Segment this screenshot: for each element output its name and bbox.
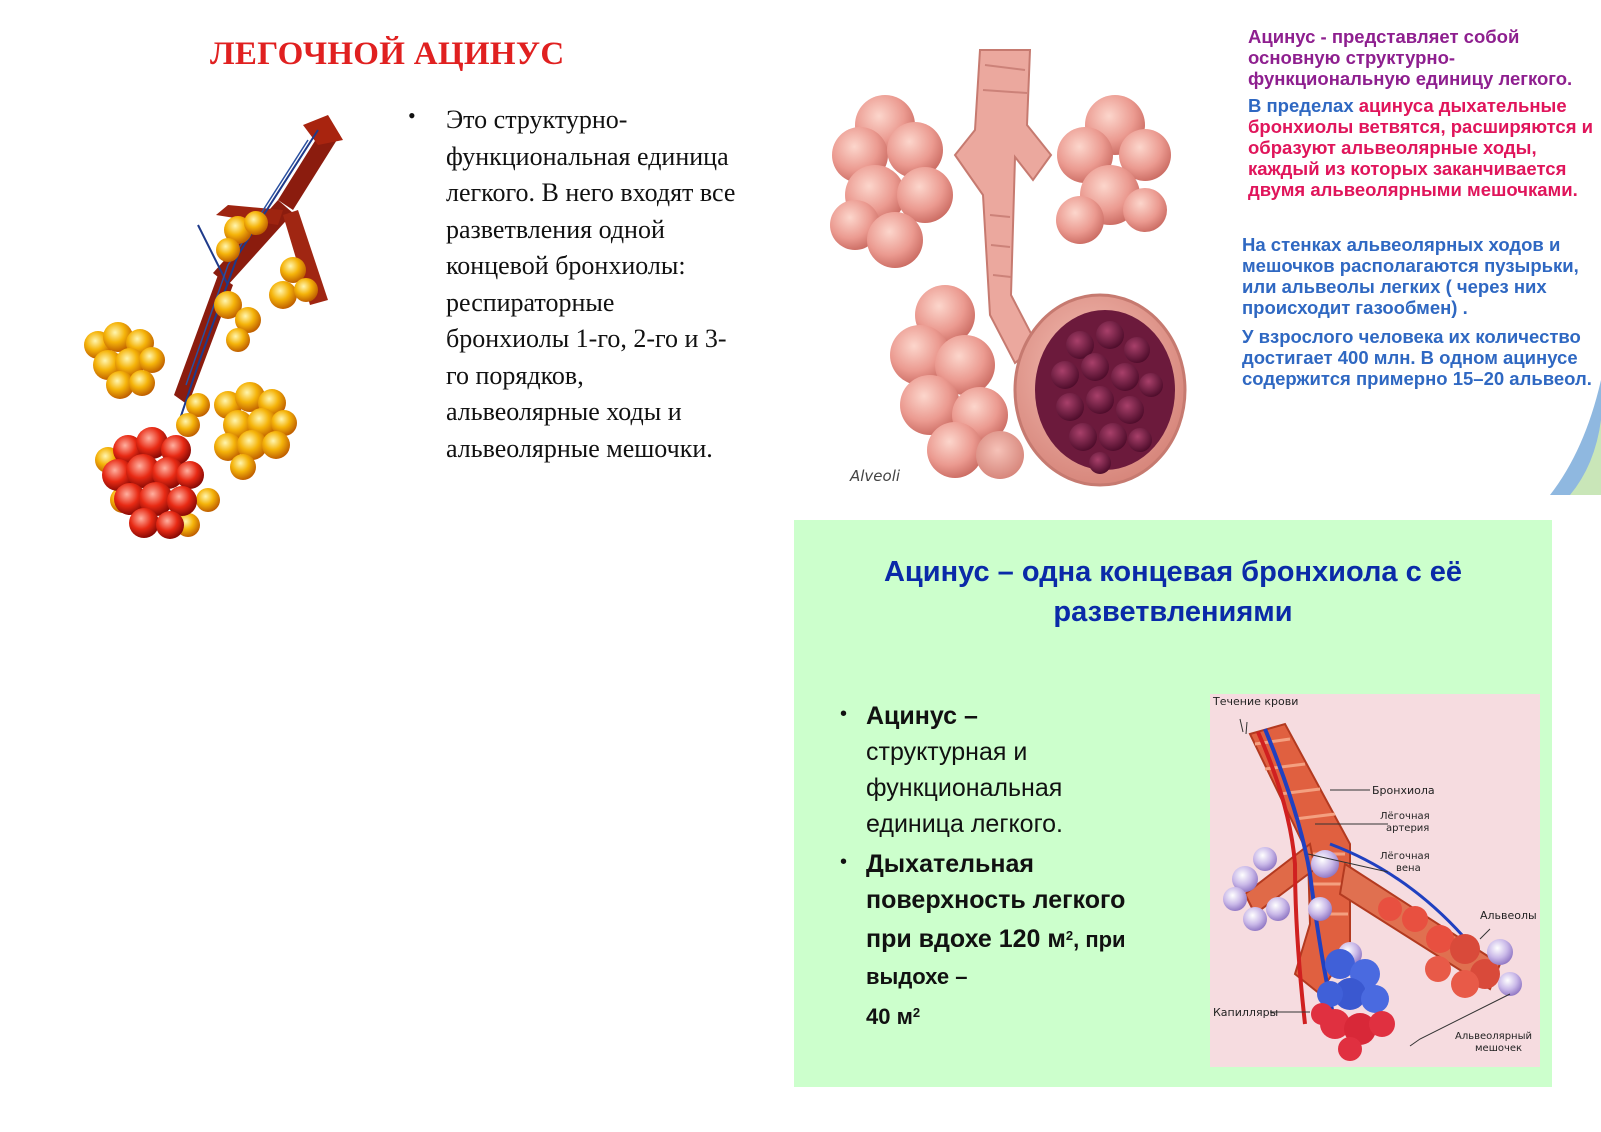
alveoli-illustration	[815, 45, 1220, 490]
superscript: 2	[912, 1005, 921, 1020]
definition-bullet: • Это структурно-функциональная единица легкого. В него входят все разветвления одной концевой бронхиолы: респираторные бронхиолы 1-го, 2-го и 3-го порядков, альвеолярные ходы и альвеолярные мешочки.	[408, 102, 738, 467]
surface-exhale-label: , при выдохе –	[866, 927, 1126, 989]
label-artery-2: артерия	[1386, 823, 1430, 834]
label-vein-2: вена	[1396, 863, 1421, 874]
surface-exhale-value: 40 м	[866, 1004, 913, 1029]
superscript: 2	[1065, 928, 1074, 943]
alveoli-count: У взрослого человека их количество достигает 400 млн. В одном ацинусе содержится примерно 15–20 альвеол.	[1242, 326, 1592, 389]
acinus-panel	[794, 520, 1552, 1087]
acinus-illustration	[78, 105, 358, 565]
acinus-branching	[1242, 95, 1597, 200]
label-sac-1: Альвеолярный	[1455, 1031, 1532, 1042]
panel-list	[834, 698, 1164, 1035]
definition-list	[408, 102, 738, 467]
label-blood-flow: Течение крови	[1213, 695, 1299, 708]
label-artery-1: Лёгочная	[1380, 811, 1430, 822]
corner-decoration	[1540, 380, 1601, 495]
label-vein-1: Лёгочная	[1380, 851, 1430, 862]
alveoli-caption: Alveoli	[850, 467, 901, 485]
page-title: ЛЕГОЧНОЙ АЦИНУС	[210, 36, 565, 72]
label-alveoli: Альвеолы	[1480, 909, 1537, 922]
panel-title: Ацинус – одна концевая бронхиола с её разветвлениями	[883, 556, 1463, 628]
label-bronchiole: Бронхиола	[1372, 784, 1435, 797]
panel-bullet-definition	[834, 698, 1164, 842]
acinus-diagram	[1210, 694, 1540, 1067]
label-sac-2: мешочек	[1475, 1043, 1523, 1054]
acinus-branching-rest: ацинуса дыхательные бронхиолы ветвятся, расширяются и образуют альвеолярные ходы, каждый из которых заканчивается двумя альвеолярными мешочками.	[1248, 95, 1594, 200]
acinus-description	[1242, 26, 1597, 389]
bullet-text: структурная и функциональная единица легкого.	[866, 738, 1063, 838]
acinus-definition: Ацинус - представляет собой основную структурно-функциональную единицу легкого.	[1248, 26, 1573, 89]
alveoli-description: На стенках альвеолярных ходов и мешочков располагаются пузырьки, или альвеолы легких ( через них происходит газообмен) .	[1242, 234, 1579, 318]
surface-inhale: Дыхательная поверхность легкого при вдохе 120 м	[866, 850, 1126, 953]
panel-bullet-surface	[834, 846, 1164, 1035]
bullet-heading: Ацинус –	[866, 702, 978, 730]
label-capillaries: Капилляры	[1213, 1006, 1279, 1019]
acinus-branching-lead: В пределах	[1248, 95, 1359, 116]
